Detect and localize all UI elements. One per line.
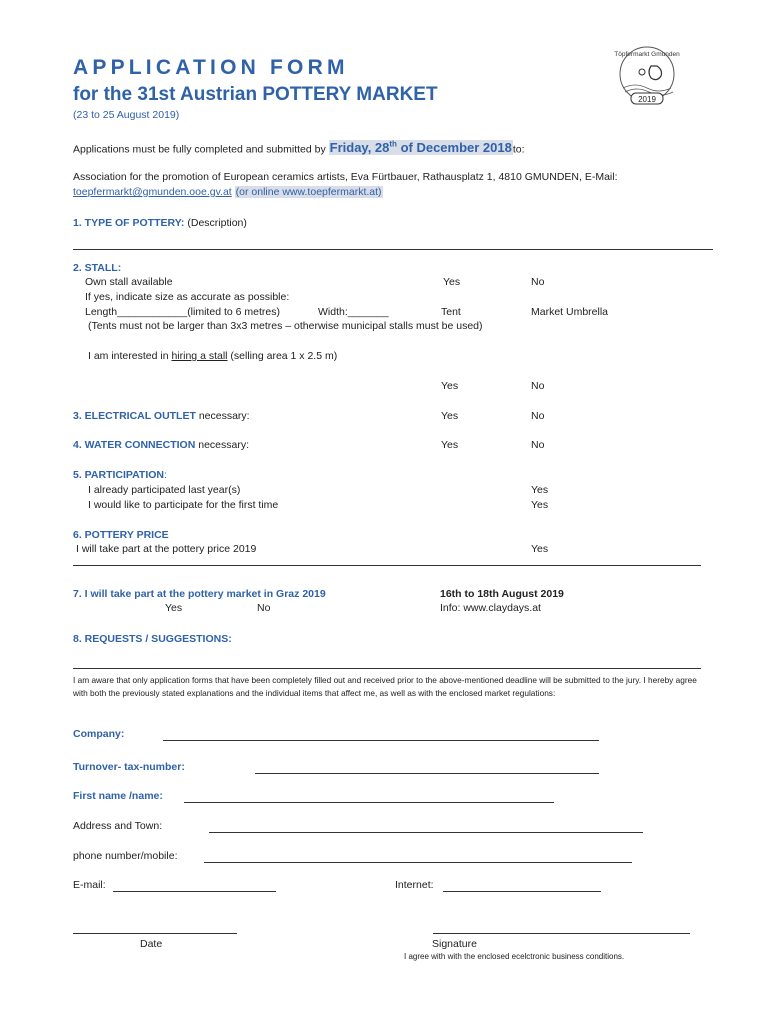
section-graz-title: 7. I will take part at the pottery market in Graz 2019 — [73, 588, 326, 600]
hire-stall-no[interactable]: No — [531, 380, 545, 392]
hire-stall-yes[interactable]: Yes — [441, 380, 459, 392]
date-label: Date — [140, 938, 163, 950]
signature-label: Signature — [432, 938, 477, 950]
requests-input-line[interactable] — [73, 668, 701, 669]
graz-no[interactable]: No — [257, 602, 271, 614]
water-yes[interactable]: Yes — [441, 439, 459, 451]
tent-note: (Tents must not be larger than 3x3 metres – otherwise municipal stalls must be used) — [88, 320, 483, 332]
own-stall-label: Own stall available — [85, 276, 173, 288]
deadline-line — [73, 140, 525, 155]
type-input-line[interactable] — [73, 249, 713, 250]
phone-input[interactable] — [204, 862, 632, 863]
address-input[interactable] — [209, 832, 643, 833]
contact-line — [73, 186, 383, 198]
address-label: Address and Town: — [73, 820, 163, 832]
hire-stall-line: I am interested in hiring a stall (selling area 1 x 2.5 m) — [88, 350, 338, 362]
section-participation-title: 5. PARTICIPATION: — [73, 469, 167, 481]
internet-input[interactable] — [443, 891, 601, 892]
own-stall-no[interactable]: No — [531, 276, 545, 288]
price-yes[interactable]: Yes — [531, 543, 549, 555]
logo-year: 2019 — [638, 95, 656, 104]
first-time: I would like to participate for the first time — [88, 499, 279, 511]
company-input[interactable] — [163, 740, 599, 741]
section-type-title: 1. TYPE OF POTTERY: — [73, 217, 185, 229]
phone-label: phone number/mobile: — [73, 850, 178, 862]
umbrella-option[interactable]: Market Umbrella — [531, 306, 609, 318]
size-hint: If yes, indicate size as accurate as possible: — [85, 291, 290, 303]
width-field[interactable]: Width:_______ — [318, 306, 389, 318]
section-type — [73, 217, 247, 229]
divider-line — [73, 565, 701, 566]
own-stall-yes[interactable]: Yes — [443, 276, 461, 288]
event-dates: (23 to 25 August 2019) — [73, 109, 180, 121]
internet-label: Internet: — [395, 879, 434, 891]
water-no[interactable]: No — [531, 439, 545, 451]
section-price-title: 6. POTTERY PRICE — [73, 529, 169, 541]
deadline-highlight: Friday, 28th of December 2018 — [329, 140, 512, 156]
pottery-market-logo — [607, 44, 687, 108]
deadline-prefix: Applications must be fully completed and submitted by — [73, 143, 326, 156]
logo-text: Töpfermarkt Gmunden — [614, 51, 680, 58]
form-subtitle: for the 31st Austrian POTTERY MARKET — [73, 84, 438, 105]
length-field[interactable]: Length____________(limited to 6 metres) — [85, 306, 280, 318]
section-electric: 3. ELECTRICAL OUTLET necessary: — [73, 410, 250, 422]
name-label: First name /name: — [73, 790, 163, 802]
signature-input[interactable] — [433, 933, 690, 934]
name-input[interactable] — [184, 802, 554, 803]
online-link[interactable]: (or online www.toepfermarkt.at) — [235, 186, 382, 198]
section-stall-title: 2. STALL: — [73, 262, 122, 274]
section-type-desc: (Description) — [187, 217, 247, 229]
graz-info: Info: www.claydays.at — [440, 602, 541, 614]
email-label: E-mail: — [73, 879, 106, 891]
participated-yes[interactable]: Yes — [531, 484, 549, 496]
hire-stall-link: hiring a stall — [171, 350, 228, 362]
first-time-yes[interactable]: Yes — [531, 499, 549, 511]
declaration-text: I am aware that only application forms that have been completely filled out and received prior to the above-mentioned deadline will be submitted to the jury. I hereby agree with both the previously stated explanations and the individual items that affect me, as well as with the enclosed market regulations: — [73, 675, 697, 698]
graz-dates: 16th to 18th August 2019 — [440, 588, 564, 600]
electric-yes[interactable]: Yes — [441, 410, 459, 422]
graz-yes[interactable]: Yes — [165, 602, 183, 614]
price-text: I will take part at the pottery price 2019 — [76, 543, 257, 555]
electric-no[interactable]: No — [531, 410, 545, 422]
form-title: APPLICATION FORM — [73, 56, 349, 79]
company-label: Company: — [73, 728, 125, 740]
deadline-suffix: to: — [512, 143, 525, 156]
date-input[interactable] — [73, 933, 237, 934]
section-requests-title: 8. REQUESTS / SUGGESTIONS: — [73, 633, 232, 645]
email-input[interactable] — [113, 891, 276, 892]
turnover-label: Turnover- tax-number: — [73, 761, 185, 773]
business-conditions-note: I agree with with the enclosed ecelctronic business conditions. — [404, 952, 625, 961]
tent-option[interactable]: Tent — [441, 306, 461, 318]
association-line: Association for the promotion of European ceramics artists, Eva Fürtbauer, Rathausplatz 1, 4810 GMUNDEN, E-Mail: — [73, 171, 618, 183]
participated-last-year: I already participated last year(s) — [88, 484, 241, 496]
section-water: 4. WATER CONNECTION necessary: — [73, 439, 250, 451]
email-link[interactable]: toepfermarkt@gmunden.ooe.gv.at — [73, 186, 232, 198]
turnover-input[interactable] — [255, 773, 599, 774]
